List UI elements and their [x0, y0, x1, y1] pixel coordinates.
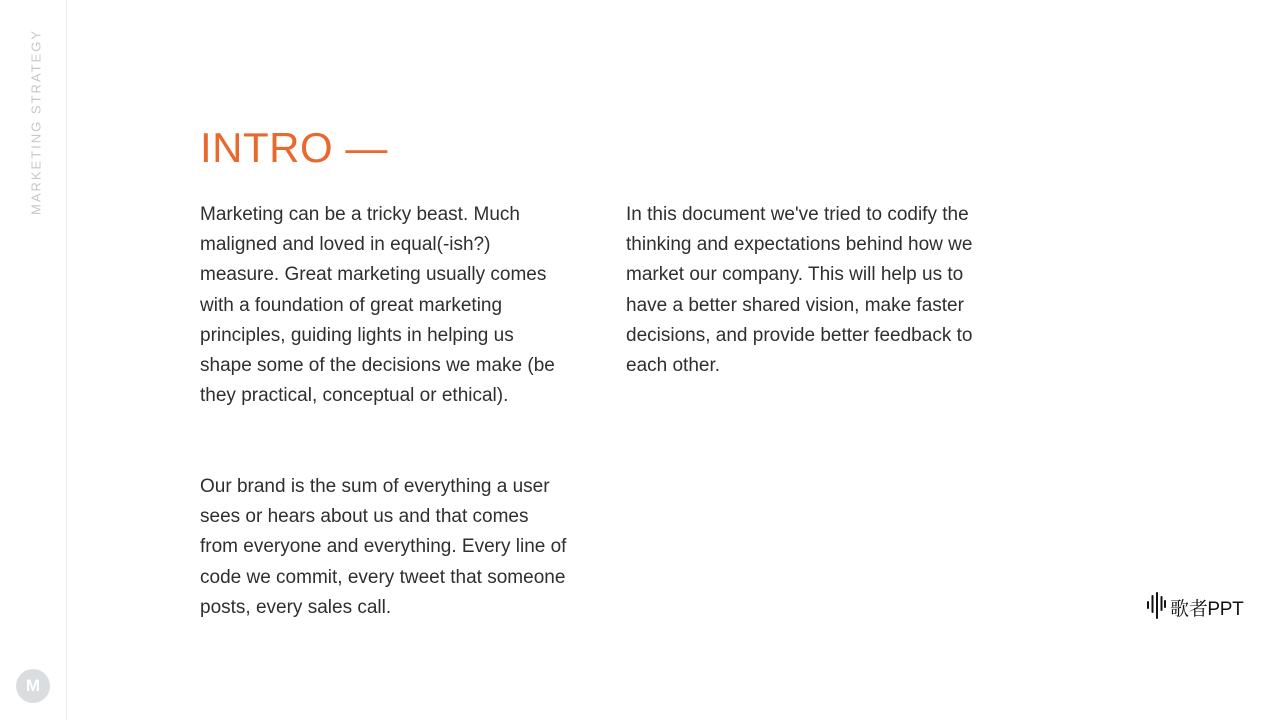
page-title: INTRO —	[200, 124, 388, 171]
left-paragraph-2: Our brand is the sum of everything a user sees or hears about us and that comes from everyone and everything. Every line of code we commit, every tweet that someone posts, every sales call.	[200, 476, 567, 618]
sidebar	[0, 0, 67, 720]
right-paragraph-1: In this document we've tried to codify the thinking and expectations behind how we market our company. This will help us to have a better shared vision, make faster decisions, and provide better feedback to each other.	[626, 204, 973, 377]
logo-badge: M	[16, 669, 50, 703]
sidebar-vertical-label: MARKETING STRATEGY	[28, 29, 44, 215]
watermark-logo	[1145, 592, 1243, 622]
left-paragraph-1: Marketing can be a tricky beast. Much maligned and loved in equal(-ish?) measure. Great marketing usually comes with a foundation of great marketing principles, guiding lights in helping us shape some of the decisions we make (be they practical, conceptual or ethical).	[200, 204, 555, 407]
microphone-wave-icon	[1145, 590, 1167, 625]
watermark-text: 歌者PPT	[1170, 598, 1244, 620]
